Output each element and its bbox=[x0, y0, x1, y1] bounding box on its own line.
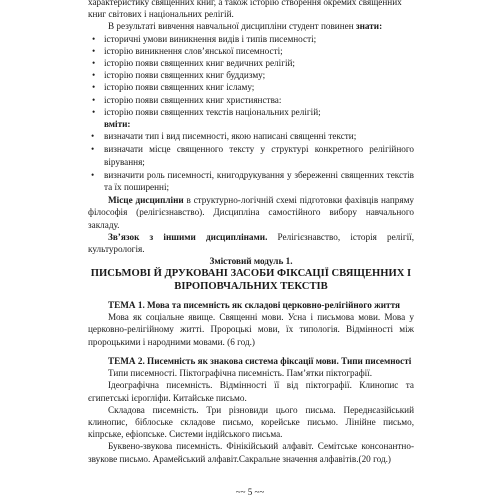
knowledge-item: • історію появи священних книг християнства: bbox=[88, 94, 414, 106]
topic-1-title bbox=[88, 299, 414, 311]
place-label: Місце дисципліни bbox=[108, 195, 184, 206]
topic-1-label: ТЕМА 1. Мова та писемність як складові церковно-релігійного життя bbox=[108, 300, 400, 310]
topic-1-block bbox=[88, 299, 414, 348]
knowledge-item: • історію появи священних книг ведичних релігій; bbox=[88, 57, 414, 69]
links-label: Зв’язок з іншими дисциплінами. bbox=[108, 231, 268, 242]
place-text: в структурно-логічній схемі підготовки фахівців напряму філософія (релігієзнавство). Дисципліна самостійного вибору навчального закладу. bbox=[88, 195, 415, 230]
skills-list bbox=[88, 130, 414, 193]
topic-2-paragraph: Складова писемність. Три різновиди цього письма. Переднєазійський клинопис, біблоське складове письмо, корейське письмо. Лінійне письмо, кіпрське, ефіопське. Системи індійського письма. bbox=[88, 404, 414, 440]
topic-2-title bbox=[88, 355, 414, 367]
knowledge-item: • історію появи священних книг ісламу; bbox=[88, 81, 414, 93]
skill-item: • визначати місце священного тексту у структурі конкретного релігійного вірування; bbox=[88, 143, 414, 167]
module-title-line-1: ПИСЬМОВІ Й ДРУКОВАНІ ЗАСОБИ ФІКСАЦІЇ СВЯЩЕННИХ І bbox=[90, 268, 412, 280]
topic-2-paragraph: Буквено-звукова писемність. Фінікійський алфавіт. Семітське консонантно-звукове письмо. Арамейський алфавіт.Сакральне значення алфавітів.(20 год.) bbox=[88, 441, 414, 464]
top-text-block bbox=[88, 0, 414, 255]
module-block bbox=[88, 255, 414, 293]
ornament-right-icon: ~~ bbox=[254, 487, 265, 497]
ornament-left-icon: ~~ bbox=[235, 487, 246, 497]
knowledge-intro-text: В результаті вивчення навчальної дисципліни студент повинен bbox=[108, 21, 356, 32]
module-title-line-2: ВІРОПОВЧАЛЬНИХ ТЕКСТІВ bbox=[174, 281, 328, 293]
links-paragraph bbox=[88, 231, 414, 255]
module-number: Змістовий модуль 1. bbox=[209, 256, 293, 266]
topic-2-paragraph: Типи писемності. Піктографічна писемність. Пам’ятки піктографії. bbox=[108, 368, 373, 379]
skills-label: вміти: bbox=[104, 119, 131, 130]
knowledge-intro bbox=[88, 20, 414, 32]
knowledge-item: • історію появи священних текстів національних релігій; bbox=[88, 106, 414, 118]
skill-item: • визначати тип і вид писемності, якою написані священні тексти; bbox=[88, 130, 414, 142]
topic-2-block bbox=[88, 355, 414, 465]
topic-2-label: ТЕМА 2. Писемність як знакова система фіксації мови. Типи писемності bbox=[108, 356, 412, 366]
intro-line-1: характеристику священних книг, а також історію створення окремих священних bbox=[88, 0, 402, 7]
topic-2-paragraph: Ідеографічна писемність. Відмінності її від піктографії. Клинопис та єгипетські ієрогліфи. Китайське письмо. bbox=[88, 380, 414, 403]
knowledge-item: • історичні умови виникнення видів і типів писемності; bbox=[88, 33, 414, 45]
knowledge-list bbox=[88, 33, 414, 118]
skill-item: • визначити роль писемності, книгодрукування у збереженні священних текстів та їх поширенні; bbox=[88, 169, 414, 193]
links-text: Релігієзнавство, історія релігії, культурологія. bbox=[88, 231, 414, 255]
knowledge-item: • історію появи священних книг буддизму; bbox=[88, 69, 414, 81]
knowledge-label: знати: bbox=[355, 21, 383, 32]
page-number: 5 bbox=[247, 487, 253, 497]
intro-line-2: книг світових і національних релігій. bbox=[88, 9, 234, 20]
place-paragraph bbox=[88, 194, 414, 231]
topic-1-text: Мова як соціальне явище. Священні мови. Усна і письмова мови. Мова у церковно-релігійному житті. Пророцькі мови, їх типологія. Відмінності між пророцькими і народними мовами. (6 год.) bbox=[88, 312, 414, 347]
knowledge-item: • історію виникнення слов’янської писемності; bbox=[88, 45, 414, 57]
skills-label-line bbox=[88, 118, 414, 130]
page-footer bbox=[0, 487, 500, 497]
